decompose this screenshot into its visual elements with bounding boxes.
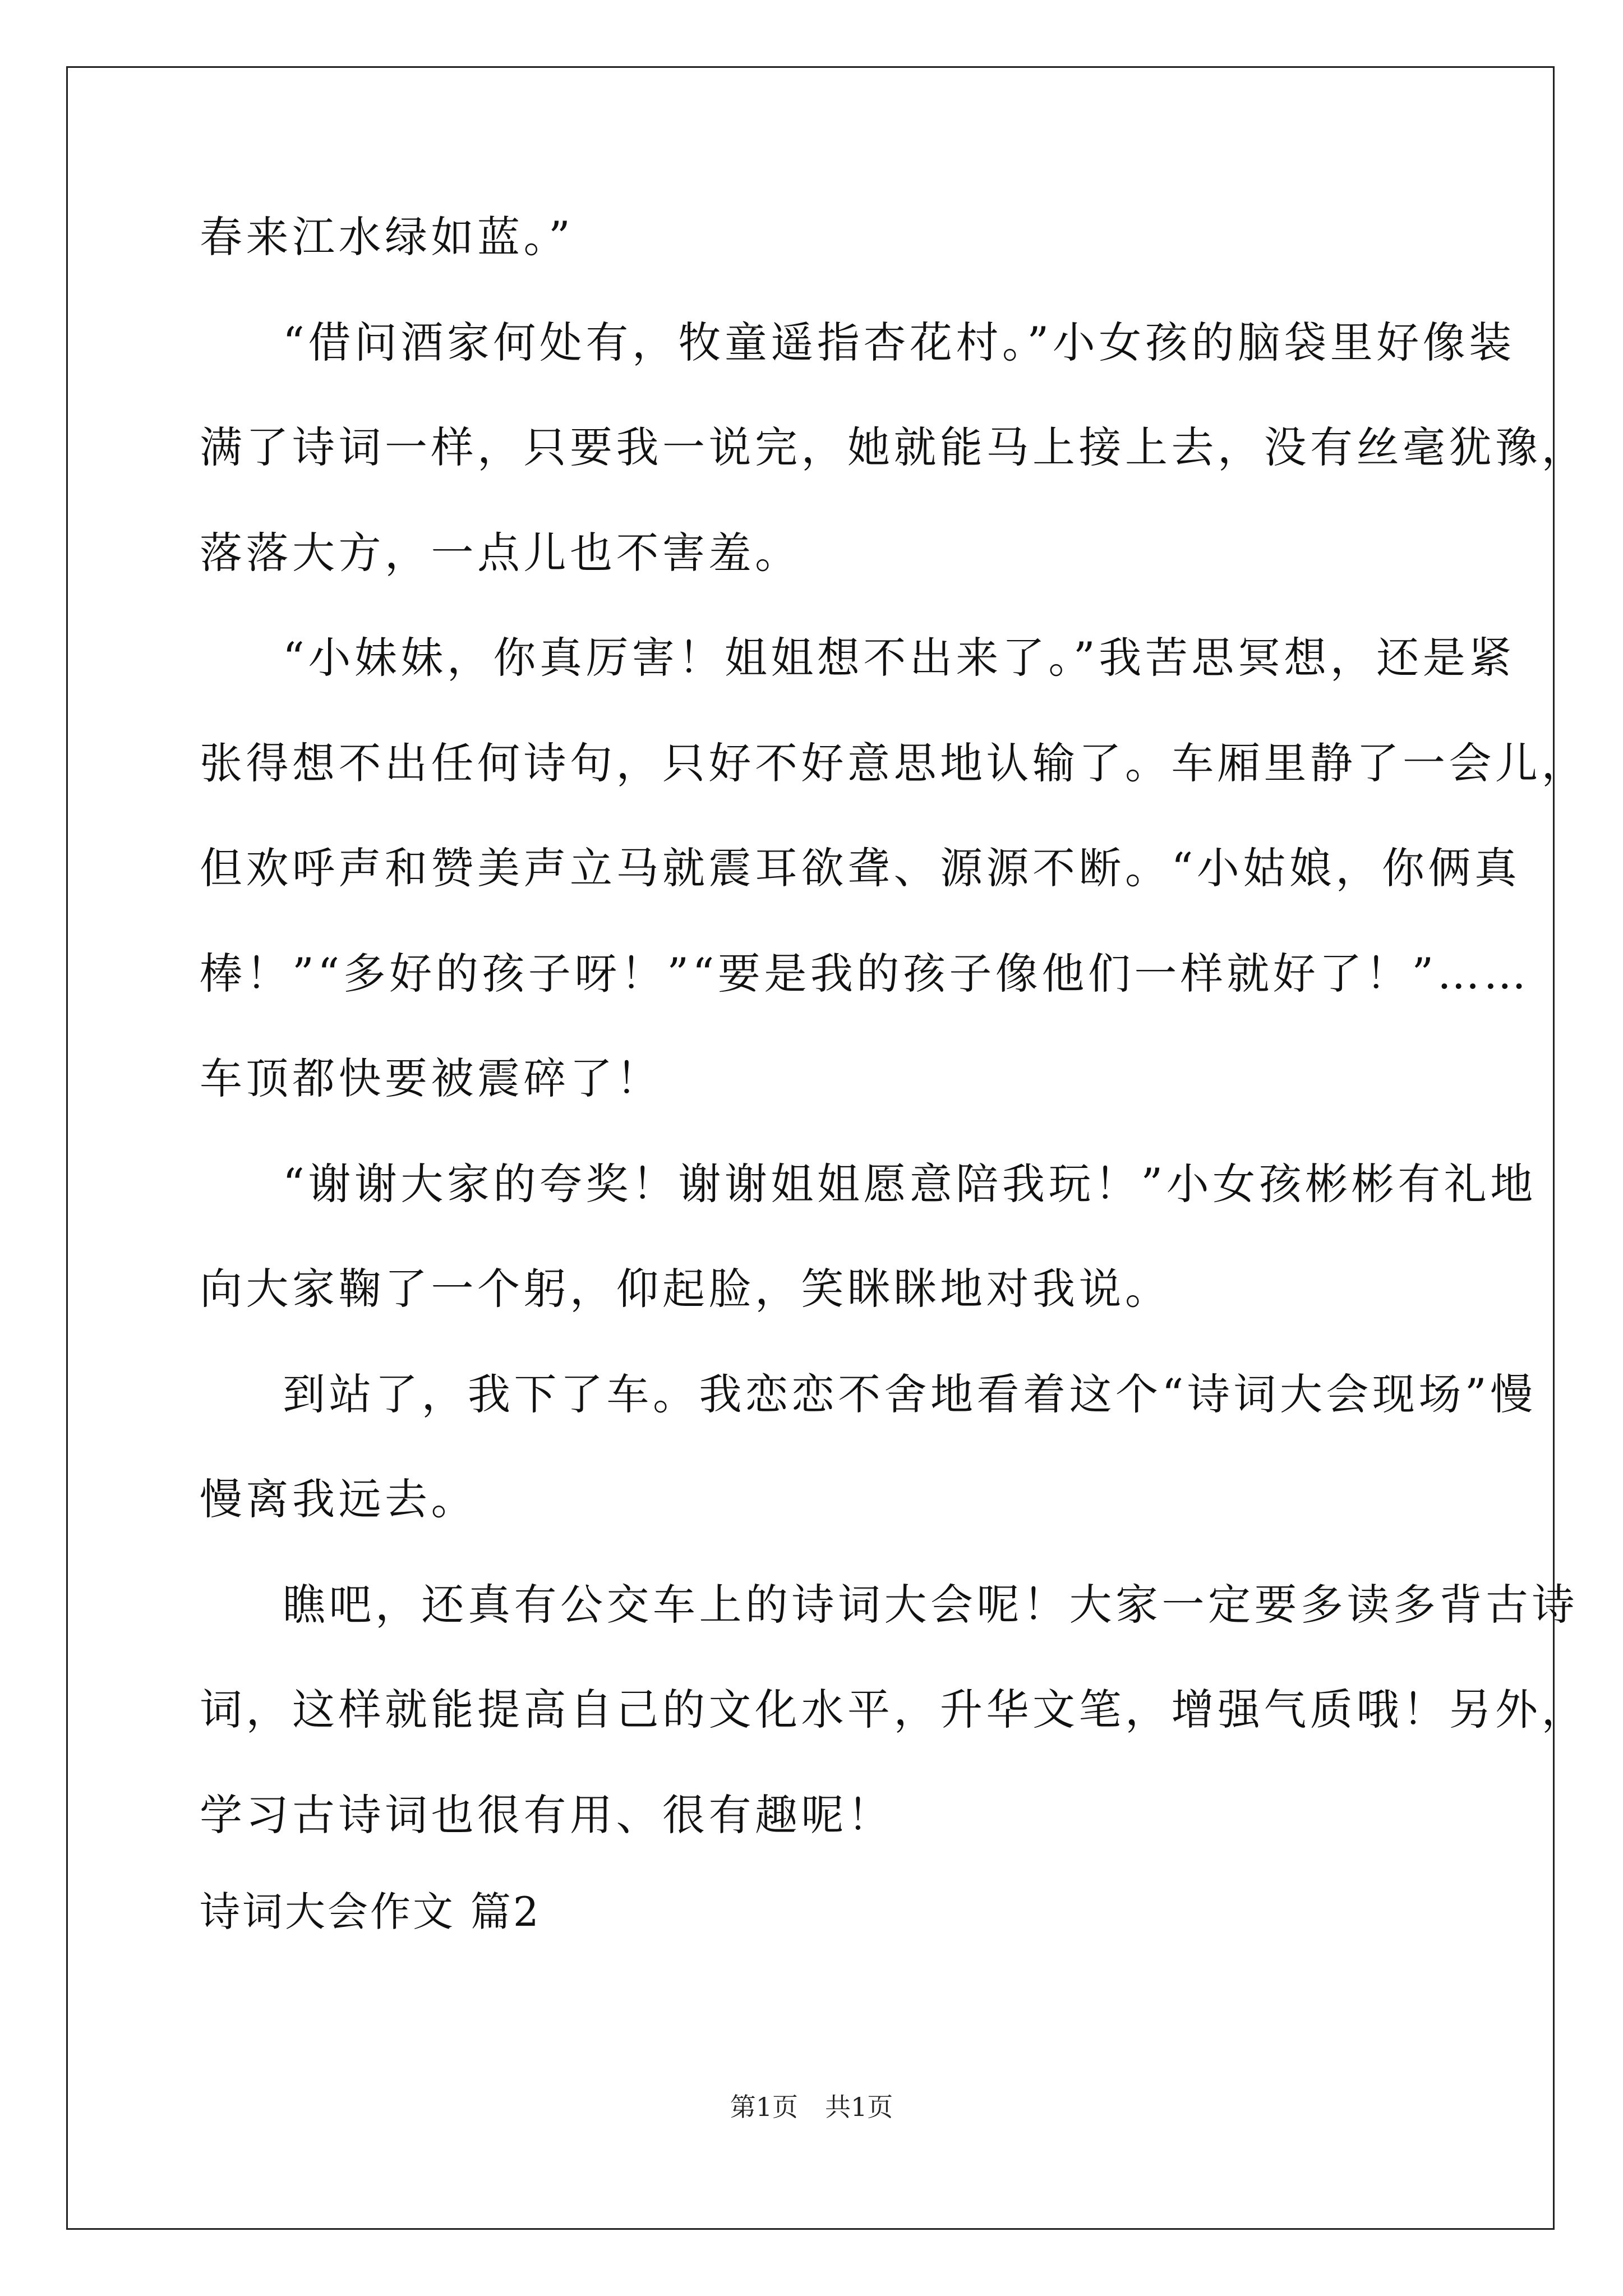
text-line-7: 但欢呼声和赞美声立马就震耳欲聋、源源不断。“小姑娘，你俩真 — [200, 843, 1521, 893]
text-line-10: “谢谢大家的夸奖！谢谢姐姐愿意陪我玩！”小女孩彬彬有礼地 — [283, 1159, 1537, 1209]
text-line-3: 满了诗词一样，只要我一说完，她就能马上接上去，没有丝毫犹豫， — [200, 422, 1588, 472]
page-footer — [0, 2090, 1623, 2124]
text-line-8: 棒！”“多好的孩子呀！”“要是我的孩子像他们一样就好了！”…… — [200, 949, 1530, 999]
text-line-9: 车顶都快要被震碎了！ — [200, 1053, 662, 1103]
text-line-4: 落落大方，一点儿也不害羞。 — [200, 528, 801, 578]
page-number-total: 共1页 — [825, 2092, 893, 2122]
text-line-5: “小妹妹，你真厉害！姐姐想不出来了。”我苦思冥想，还是紧 — [283, 633, 1515, 683]
text-line-1: 春来江水绿如蓝。” — [200, 212, 574, 262]
text-line-13: 慢离我远去。 — [200, 1474, 477, 1524]
text-line-12: 到站了，我下了车。我恋恋不舍地看着这个“诗词大会现场”慢 — [283, 1369, 1537, 1419]
text-line-16: 学习古诗词也很有用、很有趣呢！ — [200, 1790, 894, 1840]
page-number-current: 第1页 — [730, 2092, 798, 2122]
text-line-14: 瞧吧，还真有公交车上的诗词大会呢！大家一定要多读多背古诗 — [283, 1580, 1578, 1630]
text-line-15: 词，这样就能提高自己的文化水平，升华文笔，增强气质哦！另外， — [200, 1685, 1588, 1734]
text-line-6: 张得想不出任何诗句，只好不好意思地认输了。车厢里静了一会儿， — [200, 738, 1588, 788]
text-line-11: 向大家鞠了一个躬，仰起脸，笑眯眯地对我说。 — [200, 1264, 1172, 1314]
section-heading: 诗词大会作文 篇2 — [200, 1888, 541, 1935]
text-line-2: “借问酒家何处有，牧童遥指杏花村。”小女孩的脑袋里好像装 — [283, 318, 1515, 367]
